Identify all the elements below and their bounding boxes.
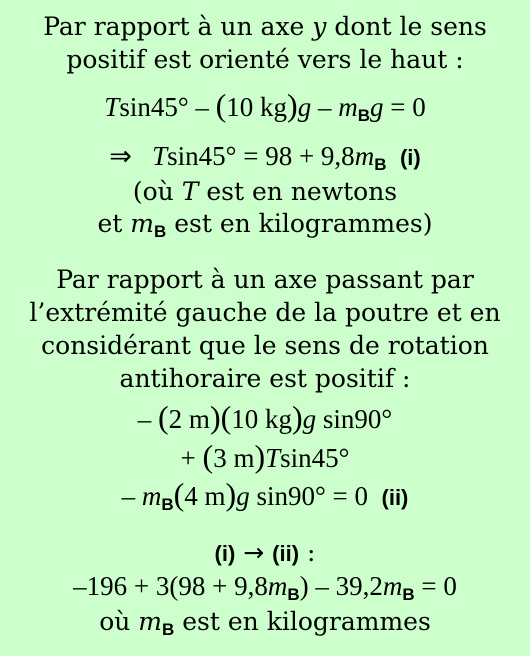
var-y: y bbox=[312, 12, 327, 41]
note-kilograms: et $m_B$ est en kilogrammes) bbox=[97, 209, 433, 241]
text-line: l’extrémité gauche de la poutre et en bbox=[29, 298, 501, 327]
text-line: positif est orienté vers le haut : bbox=[66, 45, 464, 74]
text-line bbox=[0, 12, 530, 42]
equation-ii: – mB(4 m)g sin90° = 0 (ii) bbox=[121, 476, 409, 514]
text-part: Par rapport à un axe bbox=[43, 12, 313, 41]
text-line: antihoraire est positif : bbox=[119, 364, 411, 393]
equation-torque-1: – (2 m)(10 kg)g sin90° bbox=[137, 399, 393, 435]
equation-i: ⇒ Tsin45° = 98 + 9,8mB (i) bbox=[109, 141, 421, 174]
equation-final: –196 + 3(98 + 9,8mB) – 39,2mB = 0 bbox=[73, 571, 457, 604]
label-i: (i) bbox=[399, 145, 421, 170]
equation-vertical-forces: Tsin45° – (10 kg)g – mBg = 0 bbox=[104, 87, 426, 125]
note-newtons: (où T est en newtons bbox=[132, 177, 398, 206]
note-final: où $m_B$ est en kilogrammes bbox=[99, 607, 431, 639]
text-line: considérant que le sens de rotation bbox=[41, 331, 489, 360]
text-line: Par rapport à un axe passant par bbox=[56, 265, 474, 294]
equation-torque-2: + (3 m)Tsin45° bbox=[180, 438, 350, 474]
substitution-label: (i) → (ii) : bbox=[214, 538, 316, 567]
text-part: dont le sens bbox=[326, 12, 487, 41]
label-ii: (ii) bbox=[381, 485, 409, 510]
